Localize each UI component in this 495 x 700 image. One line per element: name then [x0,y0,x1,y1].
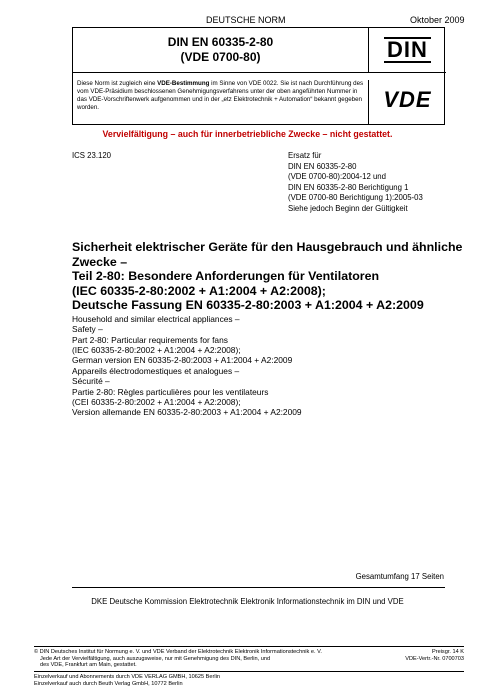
replacement-line: (VDE 0700-80):2004-12 und [288,172,386,181]
vde-logo: VDE [383,87,432,112]
vde-logo-cell [369,73,446,124]
standard-title-cell [73,28,369,73]
title-line: (CEI 60335-2-80:2002 + A1:2004 + A2:2008); [72,396,241,407]
title-line: Partie 2-80: Règles particulières pour les ventilateurs [72,386,269,397]
replacement-line: DIN EN 60335-2-80 Berichtigung 1 [288,182,409,192]
title-line: Appareils électrodomestiques et analogues – [72,366,240,376]
replacement-line: (VDE 0700-80 Berichtigung 1):2005-03 [288,193,423,202]
copyright-line: Jede Art der Vervielfältigung, auch auszugsweise, nur mit Genehmigung des DIN, Berlin, und [40,655,271,662]
footer-divider [34,671,464,672]
price-group: Preisgr. 14 K [431,649,464,655]
replacement-line: Siehe jedoch Beginn der Gültigkeit [288,203,408,213]
vde-number: (VDE 0700-80) [180,50,261,64]
copyright-line: des VDE, Frankfurt am Main, gestattet. [40,662,137,669]
price-info [405,649,464,662]
title-line: (IEC 60335-2-80:2002 + A1:2004 + A2:2008); [72,283,326,298]
footer-divider [34,646,464,647]
standard-number: DIN EN 60335-2-80 [167,35,274,49]
title-line: Safety – [72,324,103,335]
dke-line: DKE Deutsche Kommission Elektrotechnik Elektronik Informationstechnik im DIN und VDE [91,597,404,606]
vde-note-pre: Diese Norm ist zugleich eine [77,80,158,87]
title-line: Deutsche Fassung EN 60335-2-80:2003 + A1:2004 + A2:2009 [72,298,424,313]
title-line: German version EN 60335-2-80:2003 + A1:2004 + A2:2009 [72,355,293,366]
title-line: Version allemande EN 60335-2-80:2003 + A1:2004 + A2:2009 [72,407,302,418]
vde-note [73,80,369,124]
vde-note-bold: VDE-Bestimmung [157,80,210,87]
distribution-line: Einzelverkauf und Abonnements durch VDE VERLAG GMBH, 10625 Berlin [34,674,220,680]
copyright-notice [34,649,374,669]
din-logo: DIN [384,37,431,63]
distribution-info [34,674,374,687]
title-line: Sicherheit elektrischer Geräte für den Hausgebrauch und ähnliche [72,240,463,254]
title-line: Part 2-80: Particular requirements for fans [72,334,228,345]
replacement-line: DIN EN 60335-2-80 [288,161,357,171]
title-line: Teil 2-80: Besondere Anforderungen für Ventilatoren [72,269,380,284]
total-pages: Gesamtumfang 17 Seiten [355,572,444,581]
vde-note-post: im Sinne von VDE 0022. Sie ist nach Durchführung des vom VDE-Präsidium beschlossenen Genehmigungsverfahrens unter der oben angeführten Nummer in das VDE-Vorschriftenwerk aufgenommen und in der „etz Elektrotechnik + Automation“ bekannt gegeben worden. [77,80,364,111]
title-line: Sécurité – [72,376,110,387]
title-line: Household and similar electrical appliances – [72,314,240,324]
replacement-line: Ersatz für [288,151,322,160]
title-line: Zwecke – [72,254,128,269]
title-line: (IEC 60335-2-80:2002 + A1:2004 + A2:2008); [72,344,241,355]
distribution-line: Einzelverkauf auch durch Beuth Verlag GmbH, 10772 Berlin [34,680,183,687]
title-german [72,240,472,313]
vde-order-number: VDE-Vertr.-Nr. 0700703 [405,655,464,662]
divider [72,587,445,588]
replacement-info [288,151,423,214]
header-box [72,27,445,125]
norm-label: DEUTSCHE NORM [206,15,286,25]
ics-code: ICS 23.120 [72,151,112,160]
issue-date: Oktober 2009 [410,15,465,25]
reproduction-warning: Vervielfältigung – auch für innerbetriebliche Zwecke – nicht gestattet. [102,129,393,139]
copyright-line: © DIN Deutsches Institut für Normung e. V. und VDE Verband der Elektrotechnik Elektronik Informationstechnik e. V. [34,649,322,655]
title-french [72,366,472,417]
title-english [72,314,472,365]
din-logo-cell [369,28,446,73]
